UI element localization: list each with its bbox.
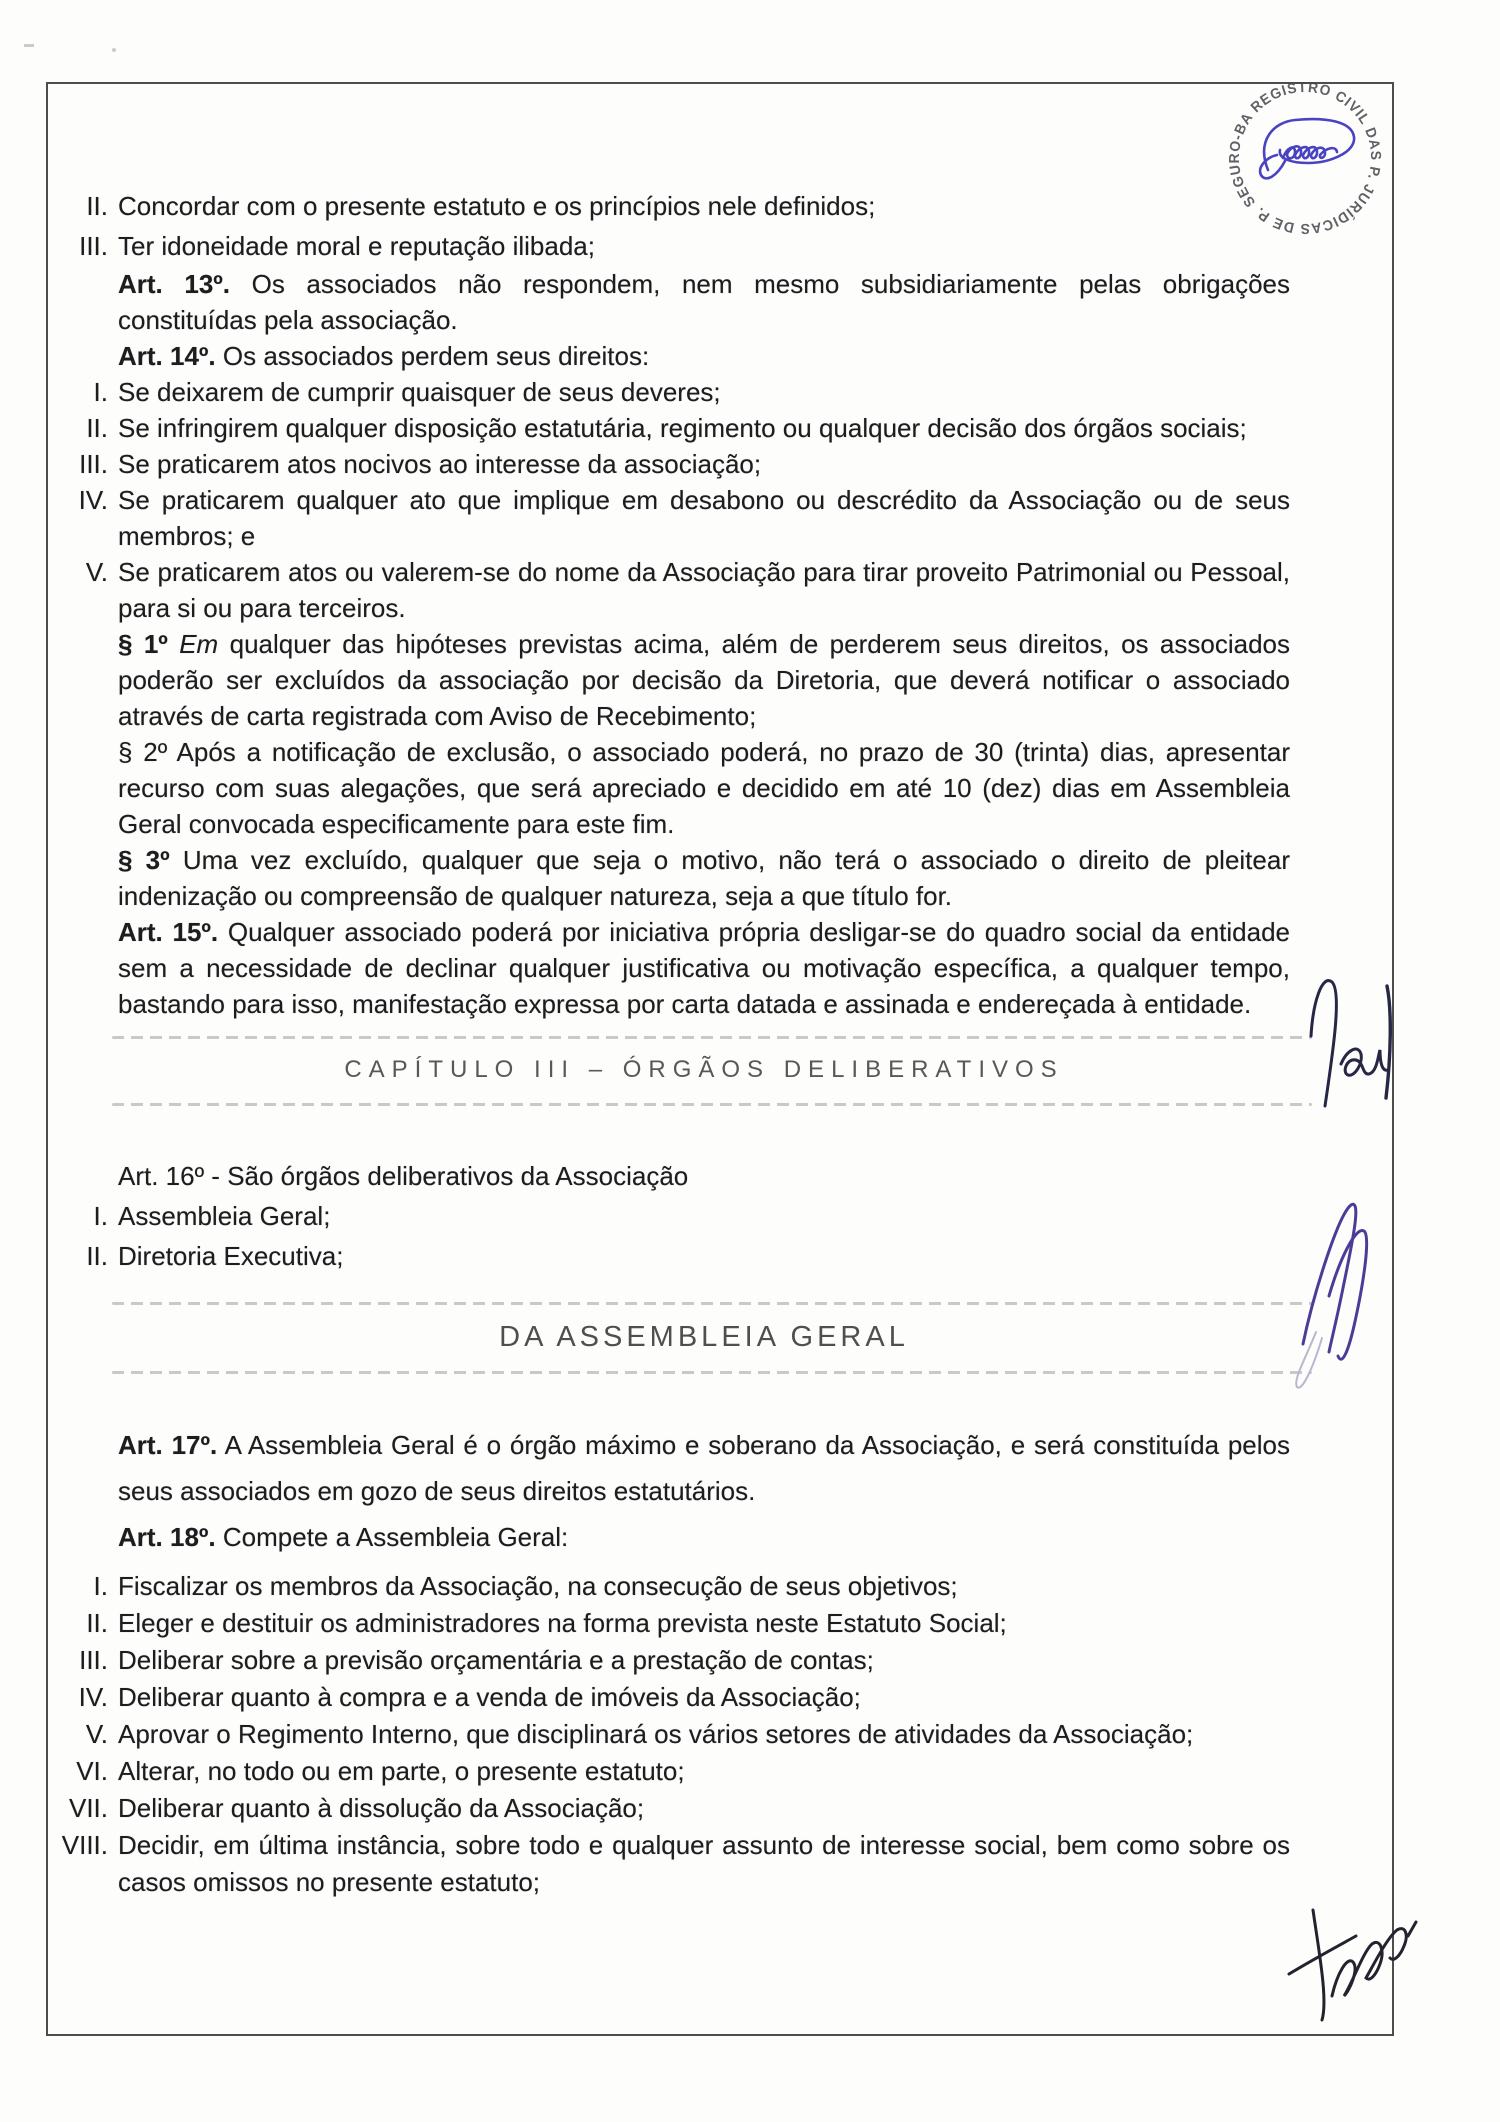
list-numeral: II. bbox=[86, 413, 108, 443]
paragraph-text: Uma vez excluído, qualquer que seja o motivo, não terá o associado o direito de pleitear indenização ou compreensão de qualquer natureza, seja a que título for. bbox=[118, 845, 1290, 911]
list-text: Fiscalizar os membros da Associação, na consecução de seus objetivos; bbox=[118, 1571, 958, 1601]
section-heading: DA ASSEMBLEIA GERAL bbox=[499, 1321, 909, 1353]
list-text: Deliberar quanto à dissolução da Associação; bbox=[118, 1793, 645, 1823]
competencies-list bbox=[50, 1568, 1290, 1901]
paragraph-3 bbox=[118, 842, 1290, 914]
list-item bbox=[50, 554, 1290, 626]
article-18 bbox=[118, 1514, 1290, 1560]
list-numeral: V. bbox=[85, 1719, 108, 1749]
list-numeral: V. bbox=[85, 557, 108, 587]
list-item bbox=[50, 410, 1290, 446]
chapter-heading: CAPÍTULO III – ÓRGÃOS DELIBERATIVOS bbox=[344, 1056, 1064, 1083]
list-item bbox=[50, 1642, 1290, 1679]
list-numeral: I. bbox=[93, 377, 108, 407]
list-numeral: I. bbox=[93, 1201, 108, 1231]
article-text: Compete a Assembleia Geral: bbox=[222, 1522, 569, 1552]
document-body bbox=[50, 186, 1290, 1901]
list-text: Deliberar quanto à compra e a venda de imóveis da Associação; bbox=[118, 1682, 861, 1712]
list-item bbox=[50, 1827, 1290, 1901]
list-item bbox=[50, 1790, 1290, 1827]
list-numeral: VIII. bbox=[61, 1830, 108, 1860]
list-numeral: I. bbox=[93, 1571, 108, 1601]
list-item bbox=[50, 1605, 1290, 1642]
list-numeral: II. bbox=[86, 1608, 108, 1638]
list-text: Se infringirem qualquer disposição estatutária, regimento ou qualquer decisão dos órgãos sociais; bbox=[118, 413, 1247, 443]
list-text: Assembleia Geral; bbox=[118, 1201, 331, 1231]
article-text: Qualquer associado poderá por iniciativa própria desligar-se do quadro social da entidade sem a necessidade de declinar qualquer justificativa ou motivação específica, a qualquer tempo, bastando para isso, manifestação expressa por carta datada e assinada e endereçada à entidade. bbox=[118, 917, 1291, 1019]
article-13 bbox=[118, 266, 1290, 338]
list-item bbox=[50, 1716, 1290, 1753]
dashed-rule bbox=[112, 1302, 1312, 1305]
article-16 bbox=[50, 1156, 1290, 1196]
paragraph-italic: Em bbox=[179, 629, 219, 659]
list-item bbox=[50, 446, 1290, 482]
dashed-rule bbox=[112, 1371, 1312, 1374]
list-text: Diretoria Executiva; bbox=[118, 1241, 344, 1271]
list-item bbox=[50, 226, 1290, 266]
dashed-rule bbox=[112, 1036, 1312, 1039]
list-item bbox=[50, 186, 1290, 226]
scan-speck bbox=[24, 44, 34, 47]
list-text: Se praticarem atos ou valerem-se do nome da Associação para tirar proveito Patrimonial ou Pessoal, para si ou para terceiros. bbox=[118, 557, 1290, 623]
paragraph-text: Após a notificação de exclusão, o associado poderá, no prazo de 30 (trinta) dias, apresentar recurso com suas alegações, que será apreciado e decidido em até 10 (dez) dias em Assembleia Geral convocada especificamente para este fim. bbox=[118, 737, 1291, 839]
article-label: Art. 13º. bbox=[118, 269, 231, 299]
stamp-circular-text: SEGURO-BA REGISTRO CIVIL DAS P. JURÍDICAS DE P. bbox=[1226, 79, 1384, 237]
scan-speck bbox=[112, 48, 116, 52]
paragraph-1 bbox=[118, 626, 1290, 734]
list-numeral: VI. bbox=[76, 1756, 108, 1786]
list-text: Se deixarem de cumprir quaisquer de seus deveres; bbox=[118, 377, 721, 407]
list-text: Alterar, no todo ou em parte, o presente estatuto; bbox=[118, 1756, 685, 1786]
list-text: Eleger e destituir os administradores na forma prevista neste Estatuto Social; bbox=[118, 1608, 1007, 1638]
paragraph-text: qualquer das hipóteses previstas acima, além de perderem seus direitos, os associados poderão ser excluídos da associação por decisão da Diretoria, que deverá notificar o associado através de carta registrada com Aviso de Recebimento; bbox=[118, 629, 1290, 731]
article-text: Os associados perdem seus direitos: bbox=[222, 341, 650, 371]
list-numeral: IV. bbox=[78, 485, 108, 515]
list-numeral: III. bbox=[79, 1645, 108, 1675]
list-numeral: III. bbox=[79, 231, 108, 261]
list-item bbox=[50, 1196, 1290, 1236]
article-label: Art. 18º. bbox=[118, 1522, 216, 1552]
list-item bbox=[50, 1753, 1290, 1790]
list-text: Se praticarem atos nocivos ao interesse da associação; bbox=[118, 449, 762, 479]
list-item bbox=[50, 1236, 1290, 1276]
article-14 bbox=[118, 338, 1290, 374]
list-numeral: II. bbox=[86, 191, 108, 221]
list-numeral: VII. bbox=[68, 1793, 108, 1823]
list-text: Concordar com o presente estatuto e os princípios nele definidos; bbox=[118, 191, 876, 221]
article-label: Art. 14º. bbox=[118, 341, 216, 371]
list-text: Se praticarem qualquer ato que implique em desabono ou descrédito da Associação ou de seus membros; e bbox=[118, 485, 1290, 551]
list-item bbox=[50, 1679, 1290, 1716]
article-label: Art. 15º. bbox=[118, 917, 219, 947]
paragraph-label: § 3º bbox=[118, 845, 170, 875]
paragraph-label: § 1º bbox=[118, 629, 168, 659]
paragraph-2 bbox=[118, 734, 1290, 842]
list-text: Deliberar sobre a previsão orçamentária e a prestação de contas; bbox=[118, 1645, 874, 1675]
list-text: Aprovar o Regimento Interno, que disciplinará os vários setores de atividades da Associação; bbox=[118, 1719, 1194, 1749]
article-text: Os associados não respondem, nem mesmo subsidiariamente pelas obrigações constituídas pela associação. bbox=[118, 269, 1291, 335]
paragraph-label: § 2º bbox=[118, 737, 168, 767]
article-17 bbox=[118, 1422, 1290, 1514]
article-15 bbox=[118, 914, 1290, 1022]
dashed-rule bbox=[112, 1103, 1312, 1106]
list-text: Ter idoneidade moral e reputação ilibada; bbox=[118, 231, 595, 261]
list-numeral bbox=[50, 1156, 108, 1196]
list-item bbox=[50, 374, 1290, 410]
article-label: Art. 17º. bbox=[118, 1430, 218, 1460]
list-numeral: II. bbox=[86, 1241, 108, 1271]
article-text: Art. 16º - São órgãos deliberativos da Associação bbox=[118, 1161, 689, 1191]
article-text: A Assembleia Geral é o órgão máximo e soberano da Associação, e será constituída pelos seus associados em gozo de seus direitos estatutários. bbox=[118, 1430, 1290, 1506]
list-numeral: IV. bbox=[78, 1682, 108, 1712]
list-text: Decidir, em última instância, sobre todo e qualquer assunto de interesse social, bem como sobre os casos omissos no presente estatuto; bbox=[118, 1830, 1290, 1897]
list-item bbox=[50, 482, 1290, 554]
list-item bbox=[50, 1568, 1290, 1605]
list-numeral: III. bbox=[79, 449, 108, 479]
